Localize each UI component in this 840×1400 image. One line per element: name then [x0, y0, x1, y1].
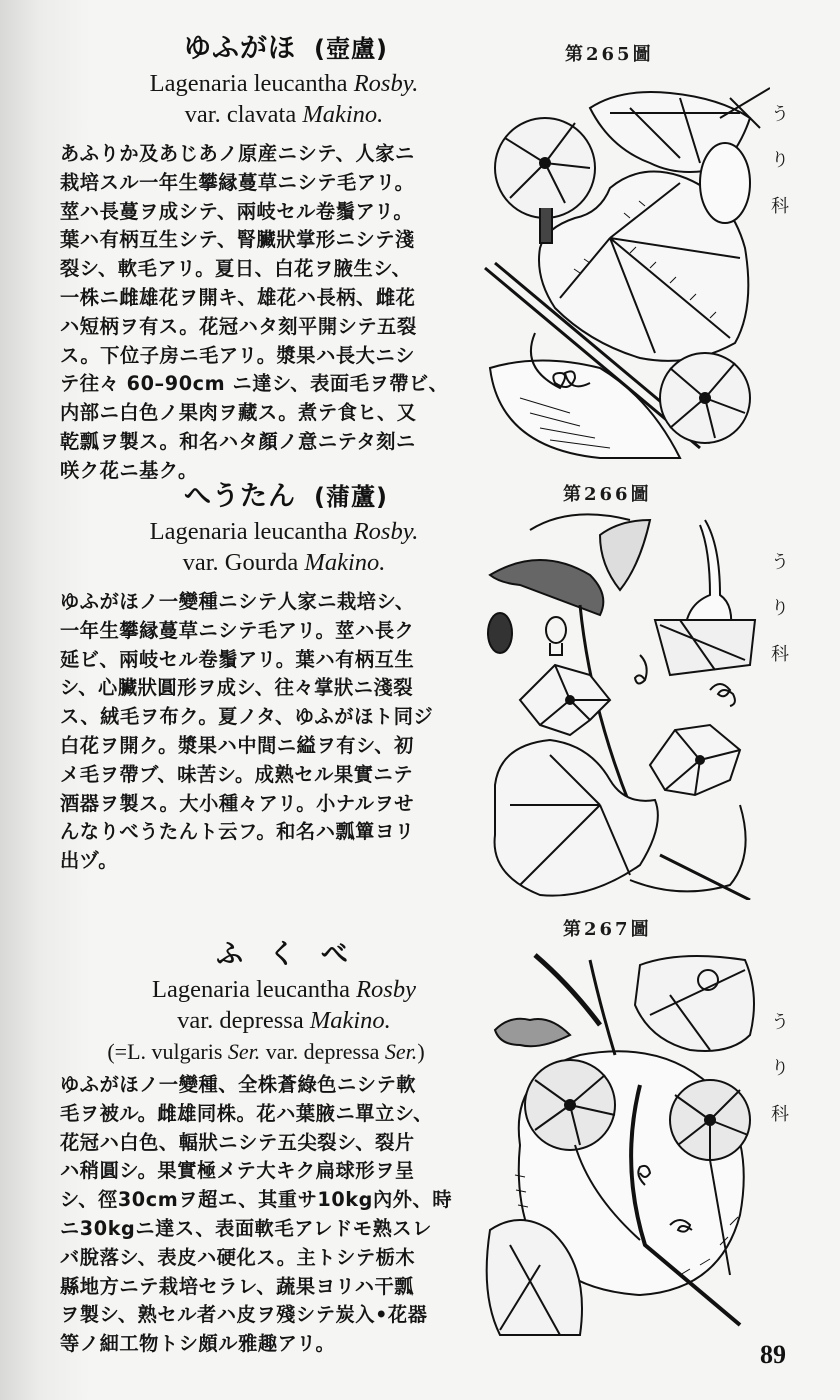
- description-line: ハ稍圓シ。果實極メテ大キク扁球形ヲ呈: [60, 1159, 415, 1183]
- description-line: ゆふがほノ一變種、全株蒼綠色ニシテ軟: [60, 1073, 417, 1096]
- description-line: 莖ハ長蔓ヲ成シテ、兩岐セル卷鬚アリ。: [60, 199, 414, 223]
- scientific-name-line2: var. depressa Makino.: [177, 1007, 391, 1034]
- entry-fukube: [60, 936, 472, 1359]
- synonym: (=L. vulgaris Ser. var. depressa Ser.): [107, 1039, 425, 1064]
- illustration-yuugao: [480, 68, 770, 460]
- family-label-uri: う り 科: [771, 552, 789, 665]
- kanji-name: (蒲蘆): [314, 483, 388, 511]
- description: [60, 588, 472, 876]
- description-line: 白花ヲ開ク。漿果ハ中間ニ縊ヲ有シ、初: [60, 733, 414, 757]
- description-line: 栽培スル一年生攀縁蔓草ニシテ毛アリ。: [60, 170, 415, 194]
- description-line: あふりか及あじあノ原産ニシテ、人家ニ: [60, 142, 415, 165]
- description-line: 酒器ヲ製ス。大小種々アリ。小ナルヲせ: [60, 791, 415, 815]
- description-line: ス、絨毛ヲ布ク。夏ノタ、ゆふがほト同ジ: [60, 705, 434, 729]
- description-line: 延ビ、兩岐セル卷鬚アリ。葉ハ有柄互生: [60, 647, 415, 671]
- description-line: 等ノ細工物トシ頗ル雅趣アリ。: [60, 1332, 336, 1356]
- description-line: テ往々 60–90cm ニ達シ、表面毛ヲ帶ビ、: [60, 372, 449, 396]
- entry-yuugao: [60, 30, 472, 486]
- description-line: メ毛ヲ帶ブ、味苦シ。成熟セル果實ニテ: [60, 762, 414, 786]
- description-line: バ脫落シ、表皮ハ硬化ス。主トシテ栃木: [60, 1245, 416, 1269]
- illustration-fukube: [480, 945, 770, 1340]
- description-line: 一株ニ雌雄花ヲ開キ、雄花ハ長柄、雌花: [60, 285, 416, 309]
- scientific-name-line2: var. Gourda Makino.: [182, 549, 386, 576]
- description-line: シ、心臟狀圓形ヲ成シ、往々掌狀ニ淺裂: [60, 676, 414, 700]
- description-line: 毛ヲ被ル。雌雄同株。花ハ葉腋ニ單立シ、: [60, 1101, 433, 1125]
- description-line: ゆふがほノ一變種ニシテ人家ニ栽培シ、: [60, 590, 415, 613]
- scientific-name-line1: Lagenaria leucantha Rosby: [152, 976, 416, 1003]
- figure-label-265: 第265圖: [565, 44, 654, 65]
- description-line: 内部ニ白色ノ果肉ヲ藏ス。煮テ食ヒ、又: [60, 401, 417, 425]
- entry-hyoutan: [60, 478, 472, 876]
- entry-title: [100, 936, 472, 974]
- scientific-name-line1: Lagenaria leucantha Rosby.: [149, 518, 419, 545]
- entry-title: [100, 478, 472, 516]
- japanese-name: ふ く べ: [216, 939, 356, 970]
- description-line: 乾瓢ヲ製ス。和名ハタ顏ノ意ニテタ刻ニ: [60, 429, 416, 453]
- description-line: 一年生攀縁蔓草ニシテ毛アリ。莖ハ長ク: [60, 618, 415, 642]
- illustration-hyoutan: [480, 505, 770, 900]
- description-line: んなりべうたんト云フ。和名ハ瓢簞ヨリ: [60, 820, 415, 844]
- family-label-uri: う り 科: [771, 1012, 789, 1125]
- description-line: ス。下位子房ニ毛アリ。漿果ハ長大ニシ: [60, 343, 416, 367]
- description-line: 葉ハ有柄互生シテ、腎臟狀掌形ニシテ淺: [60, 228, 415, 252]
- description-line: 咲ク花ニ基ク。: [60, 458, 198, 482]
- entry-title: [100, 30, 472, 68]
- description-line: シ、徑30cmヲ超エ、其重サ10kg內外、時: [60, 1188, 453, 1212]
- japanese-name: へうたん: [184, 481, 297, 512]
- description-line: 花冠ハ白色、輻狀ニシテ五尖裂シ、裂片: [60, 1130, 415, 1154]
- japanese-name: ゆふがほ: [184, 33, 297, 64]
- description: [60, 1071, 472, 1359]
- page-number: 89: [760, 1340, 786, 1369]
- description-line: ヲ製シ、熟セル者ハ皮ヲ殘シテ炭入•花器: [60, 1303, 428, 1327]
- figure-label-266: 第266圖: [563, 484, 652, 505]
- description: [60, 140, 472, 486]
- description-line: 縣地方ニテ栽培セラレ、蔬果ヨリハ干瓢: [60, 1274, 415, 1298]
- description-line: 裂シ、軟毛アリ。夏日、白花ヲ腋生シ、: [60, 257, 412, 281]
- description-line: 出ヅ。: [60, 849, 119, 873]
- scientific-name-line2: var. clavata Makino.: [184, 101, 384, 128]
- description-line: ニ30kgニ達ス、表面軟毛アレドモ熟スレ: [60, 1216, 433, 1240]
- scientific-name-line1: Lagenaria leucantha Rosby.: [149, 70, 419, 97]
- family-label-uri: う り 科: [771, 104, 789, 217]
- figure-label-267: 第267圖: [563, 919, 652, 940]
- kanji-name: (壺盧): [314, 35, 388, 63]
- description-line: ハ短柄ヲ有ス。花冠ハタ刻平開シテ五裂: [60, 314, 417, 338]
